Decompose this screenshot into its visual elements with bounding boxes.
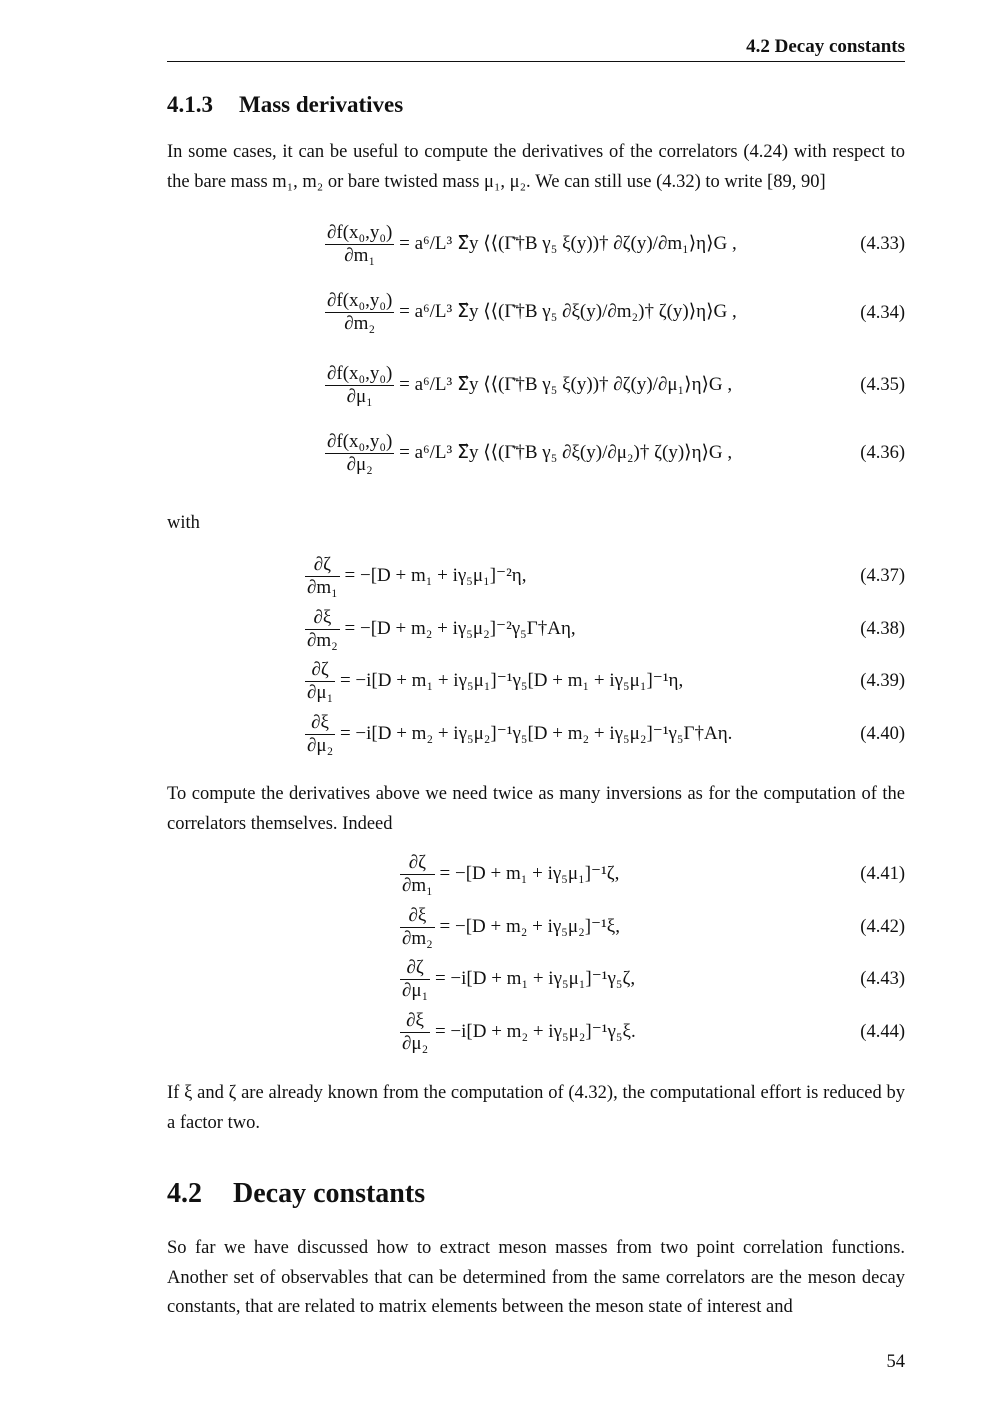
- equation-number: (4.35): [860, 375, 905, 395]
- lhs-fraction: $\frac{\partial\xi}{\text{∂μ₂}}$: [402, 1010, 429, 1054]
- section-number: 4.2: [167, 1178, 202, 1209]
- lhs-fraction: $\frac{\partial\zeta}{\text{∂m₁}}$: [307, 554, 338, 598]
- rhs: = a⁶/L³ Σ⃗y ⟨⟨(Γ̄†B γ₅ ξ(y))† ∂ζ(y)/∂m₁⟩η⟩G ,: [399, 232, 737, 254]
- lhs-fraction: $\frac{\text{∂f(x₀,y₀)}}{\text{∂m₂}}$: [327, 290, 393, 334]
- equation-4-34: [325, 290, 737, 335]
- lhs-fraction: $\frac{\partial\zeta}{\text{∂μ₁}}$: [402, 957, 429, 1001]
- equation-4-39: [305, 659, 683, 704]
- equation-number: (4.42): [860, 917, 905, 937]
- rhs: = −i[D + m₁ + iγ₅μ₁]⁻¹γ₅[D + m₁ + iγ₅μ₁]⁻¹η,: [339, 669, 684, 691]
- running-head: 4.2 Decay constants: [746, 36, 905, 57]
- equation-4-42: [400, 905, 620, 950]
- equation-4-33: [325, 222, 737, 267]
- subsection-number: 4.1.3: [167, 92, 213, 117]
- paragraph-known: [167, 1079, 905, 1138]
- subsection-title: Mass derivatives: [239, 92, 404, 117]
- equation-number: (4.38): [860, 619, 905, 639]
- section-title: Decay constants: [233, 1178, 426, 1209]
- equation-number: (4.44): [860, 1022, 905, 1042]
- lhs-fraction: $\frac{\partial\xi}{\text{∂m₂}}$: [307, 607, 338, 651]
- lhs-fraction: $\frac{\partial\xi}{\text{∂μ₂}}$: [307, 712, 334, 756]
- paragraph-compute-text: To compute the derivatives above we need twice as many inversions as for the computation of the correlators themselves. Indeed: [167, 784, 905, 834]
- equation-number: (4.37): [860, 566, 905, 586]
- paragraph-decay: [167, 1234, 905, 1323]
- header-rule: [167, 61, 905, 62]
- rhs: = −i[D + m₁ + iγ₅μ₁]⁻¹γ₅ζ,: [434, 967, 636, 989]
- equation-number: (4.33): [860, 234, 905, 254]
- equation-4-37: [305, 554, 526, 599]
- lhs-fraction: $\frac{\partial\zeta}{\text{∂m₁}}$: [402, 852, 433, 896]
- paragraph-with-text: with: [167, 513, 200, 533]
- rhs: = −i[D + m₂ + iγ₅μ₂]⁻¹γ₅[D + m₂ + iγ₅μ₂]⁻¹γ₅Γ†Aη.: [339, 722, 733, 744]
- rhs: = −[D + m₂ + iγ₅μ₂]⁻²γ₅Γ†Aη,: [344, 617, 576, 639]
- equation-4-44: [400, 1010, 636, 1055]
- paragraph-with: [167, 509, 905, 539]
- rhs: = −[D + m₁ + iγ₅μ₁]⁻²η,: [344, 564, 527, 586]
- equation-number: (4.43): [860, 969, 905, 989]
- equation-4-41: [400, 852, 619, 897]
- equation-number: (4.40): [860, 724, 905, 744]
- rhs: = −[D + m₂ + iγ₅μ₂]⁻¹ξ,: [439, 915, 620, 937]
- page-number: 54: [886, 1352, 905, 1372]
- rhs: = −i[D + m₂ + iγ₅μ₂]⁻¹γ₅ξ.: [434, 1020, 636, 1042]
- rhs: = a⁶/L³ Σ⃗y ⟨⟨(Γ̄†B γ₅ ξ(y))† ∂ζ(y)/∂μ₁⟩η⟩G ,: [399, 373, 733, 395]
- equation-4-36: [325, 431, 732, 476]
- rhs: = a⁶/L³ Σ⃗y ⟨⟨(Γ̄†B γ₅ ∂ξ(y)/∂m₂)† ζ(y)⟩η⟩G ,: [399, 300, 737, 322]
- paragraph-decay-text: So far we have discussed how to extract meson masses from two point correlation functions. Another set of observables that can be determined from the same correlators are the meson decay constants, that are related to matrix elements between the meson state of interest and: [167, 1238, 905, 1317]
- lhs-fraction: $\frac{\text{∂f(x₀,y₀)}}{\text{∂μ₁}}$: [327, 363, 393, 407]
- equation-4-43: [400, 957, 635, 1002]
- rhs: = a⁶/L³ Σ⃗y ⟨⟨(Γ̄†B γ₅ ∂ξ(y)/∂μ₂)† ζ(y)⟩η⟩G ,: [399, 441, 733, 463]
- equation-4-40: [305, 712, 732, 757]
- lhs-fraction: $\frac{\text{∂f(x₀,y₀)}}{\text{∂m₁}}$: [327, 222, 393, 266]
- equation-4-38: [305, 607, 576, 652]
- paragraph-intro-text: In some cases, it can be useful to compute the derivatives of the correlators (4.24) with respect to the bare mass m₁, m₂ or bare twisted mass μ₁, μ₂. We can still use (4.32) to write [89, 90]: [167, 142, 905, 192]
- equation-number: (4.36): [860, 443, 905, 463]
- subsection-heading: [167, 92, 403, 118]
- paragraph-compute: [167, 780, 905, 839]
- paragraph-known-text: If ξ and ζ are already known from the computation of (4.32), the computational effort is reduced by a factor two.: [167, 1083, 905, 1133]
- lhs-fraction: $\frac{\partial\xi}{\text{∂m₂}}$: [402, 905, 433, 949]
- equation-number: (4.34): [860, 303, 905, 323]
- equation-number: (4.41): [860, 864, 905, 884]
- equation-number: (4.39): [860, 671, 905, 691]
- section-heading: [167, 1178, 425, 1210]
- equation-4-35: [325, 363, 732, 408]
- lhs-fraction: $\frac{\text{∂f(x₀,y₀)}}{\text{∂μ₂}}$: [327, 431, 393, 475]
- lhs-fraction: $\frac{\partial\zeta}{\text{∂μ₁}}$: [307, 659, 334, 703]
- rhs: = −[D + m₁ + iγ₅μ₁]⁻¹ζ,: [439, 862, 620, 884]
- paragraph-intro: [167, 138, 905, 197]
